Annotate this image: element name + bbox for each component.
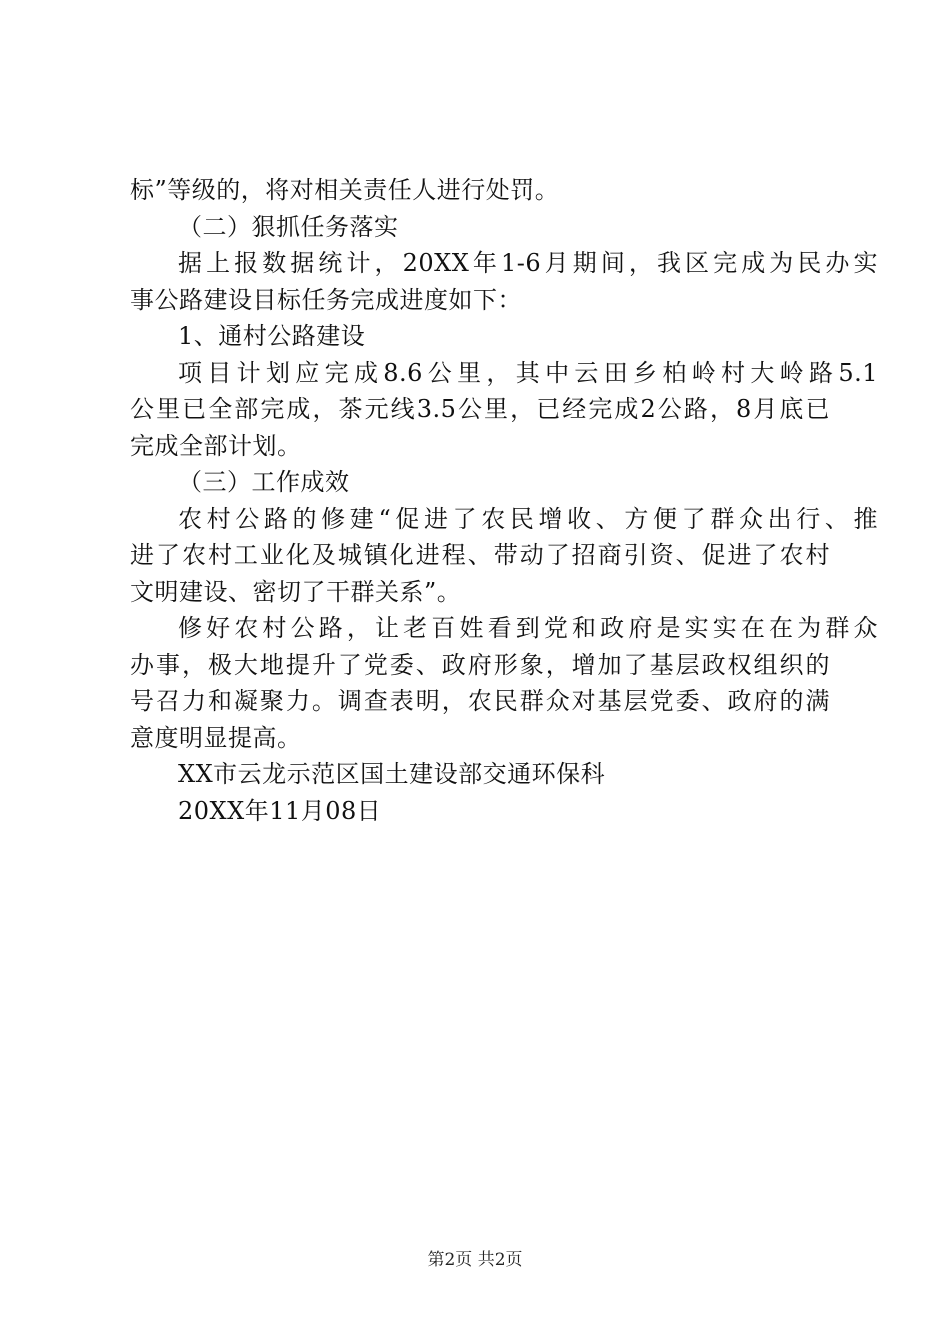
- paragraph-line: 完成全部计划。: [130, 431, 302, 460]
- document-body: [130, 172, 878, 829]
- paragraph-line: 号召力和凝聚力。调查表明，农民群众对基层党委、政府的满: [130, 687, 830, 715]
- paragraph-line: 公里已全部完成，茶元线3.5公里，已经完成2公路，8月底已: [130, 395, 830, 423]
- paragraph-line: 文明建设、密切了干群关系”。: [130, 577, 462, 606]
- page-number-footer: 第2页 共2页: [427, 1250, 523, 1270]
- subsection-heading: 1、通村公路建设: [178, 322, 366, 350]
- signature-date: 20XX年11月08日: [178, 796, 382, 825]
- paragraph-line: 标”等级的，将对相关责任人进行处罚。: [130, 176, 560, 204]
- paragraph-line: 事公路建设目标任务完成进度如下：: [130, 285, 522, 314]
- paragraph-line: 据上报数据统计，20XX年1-6月期间，我区完成为民办实: [178, 249, 878, 277]
- paragraph-line: 项目计划应完成8.6公里，其中云田乡柏岭村大岭路5.1: [178, 358, 878, 387]
- section-heading: （二）狠抓任务落实: [178, 212, 399, 241]
- paragraph-line: 办事，极大地提升了党委、政府形象，增加了基层政权组织的: [130, 650, 830, 679]
- section-heading: （三）工作成效: [178, 468, 350, 496]
- paragraph-line: 修好农村公路，让老百姓看到党和政府是实实在在为群众: [178, 614, 878, 642]
- paragraph-line: 意度明显提高。: [130, 723, 302, 752]
- paragraph-line: 农村公路的修建“促进了农民增收、方便了群众出行、推: [178, 504, 878, 533]
- signature-organization: XX市云龙示范区国土建设部交通环保科: [178, 760, 606, 788]
- paragraph-line: 进了农村工业化及城镇化进程、带动了招商引资、促进了农村: [130, 541, 830, 569]
